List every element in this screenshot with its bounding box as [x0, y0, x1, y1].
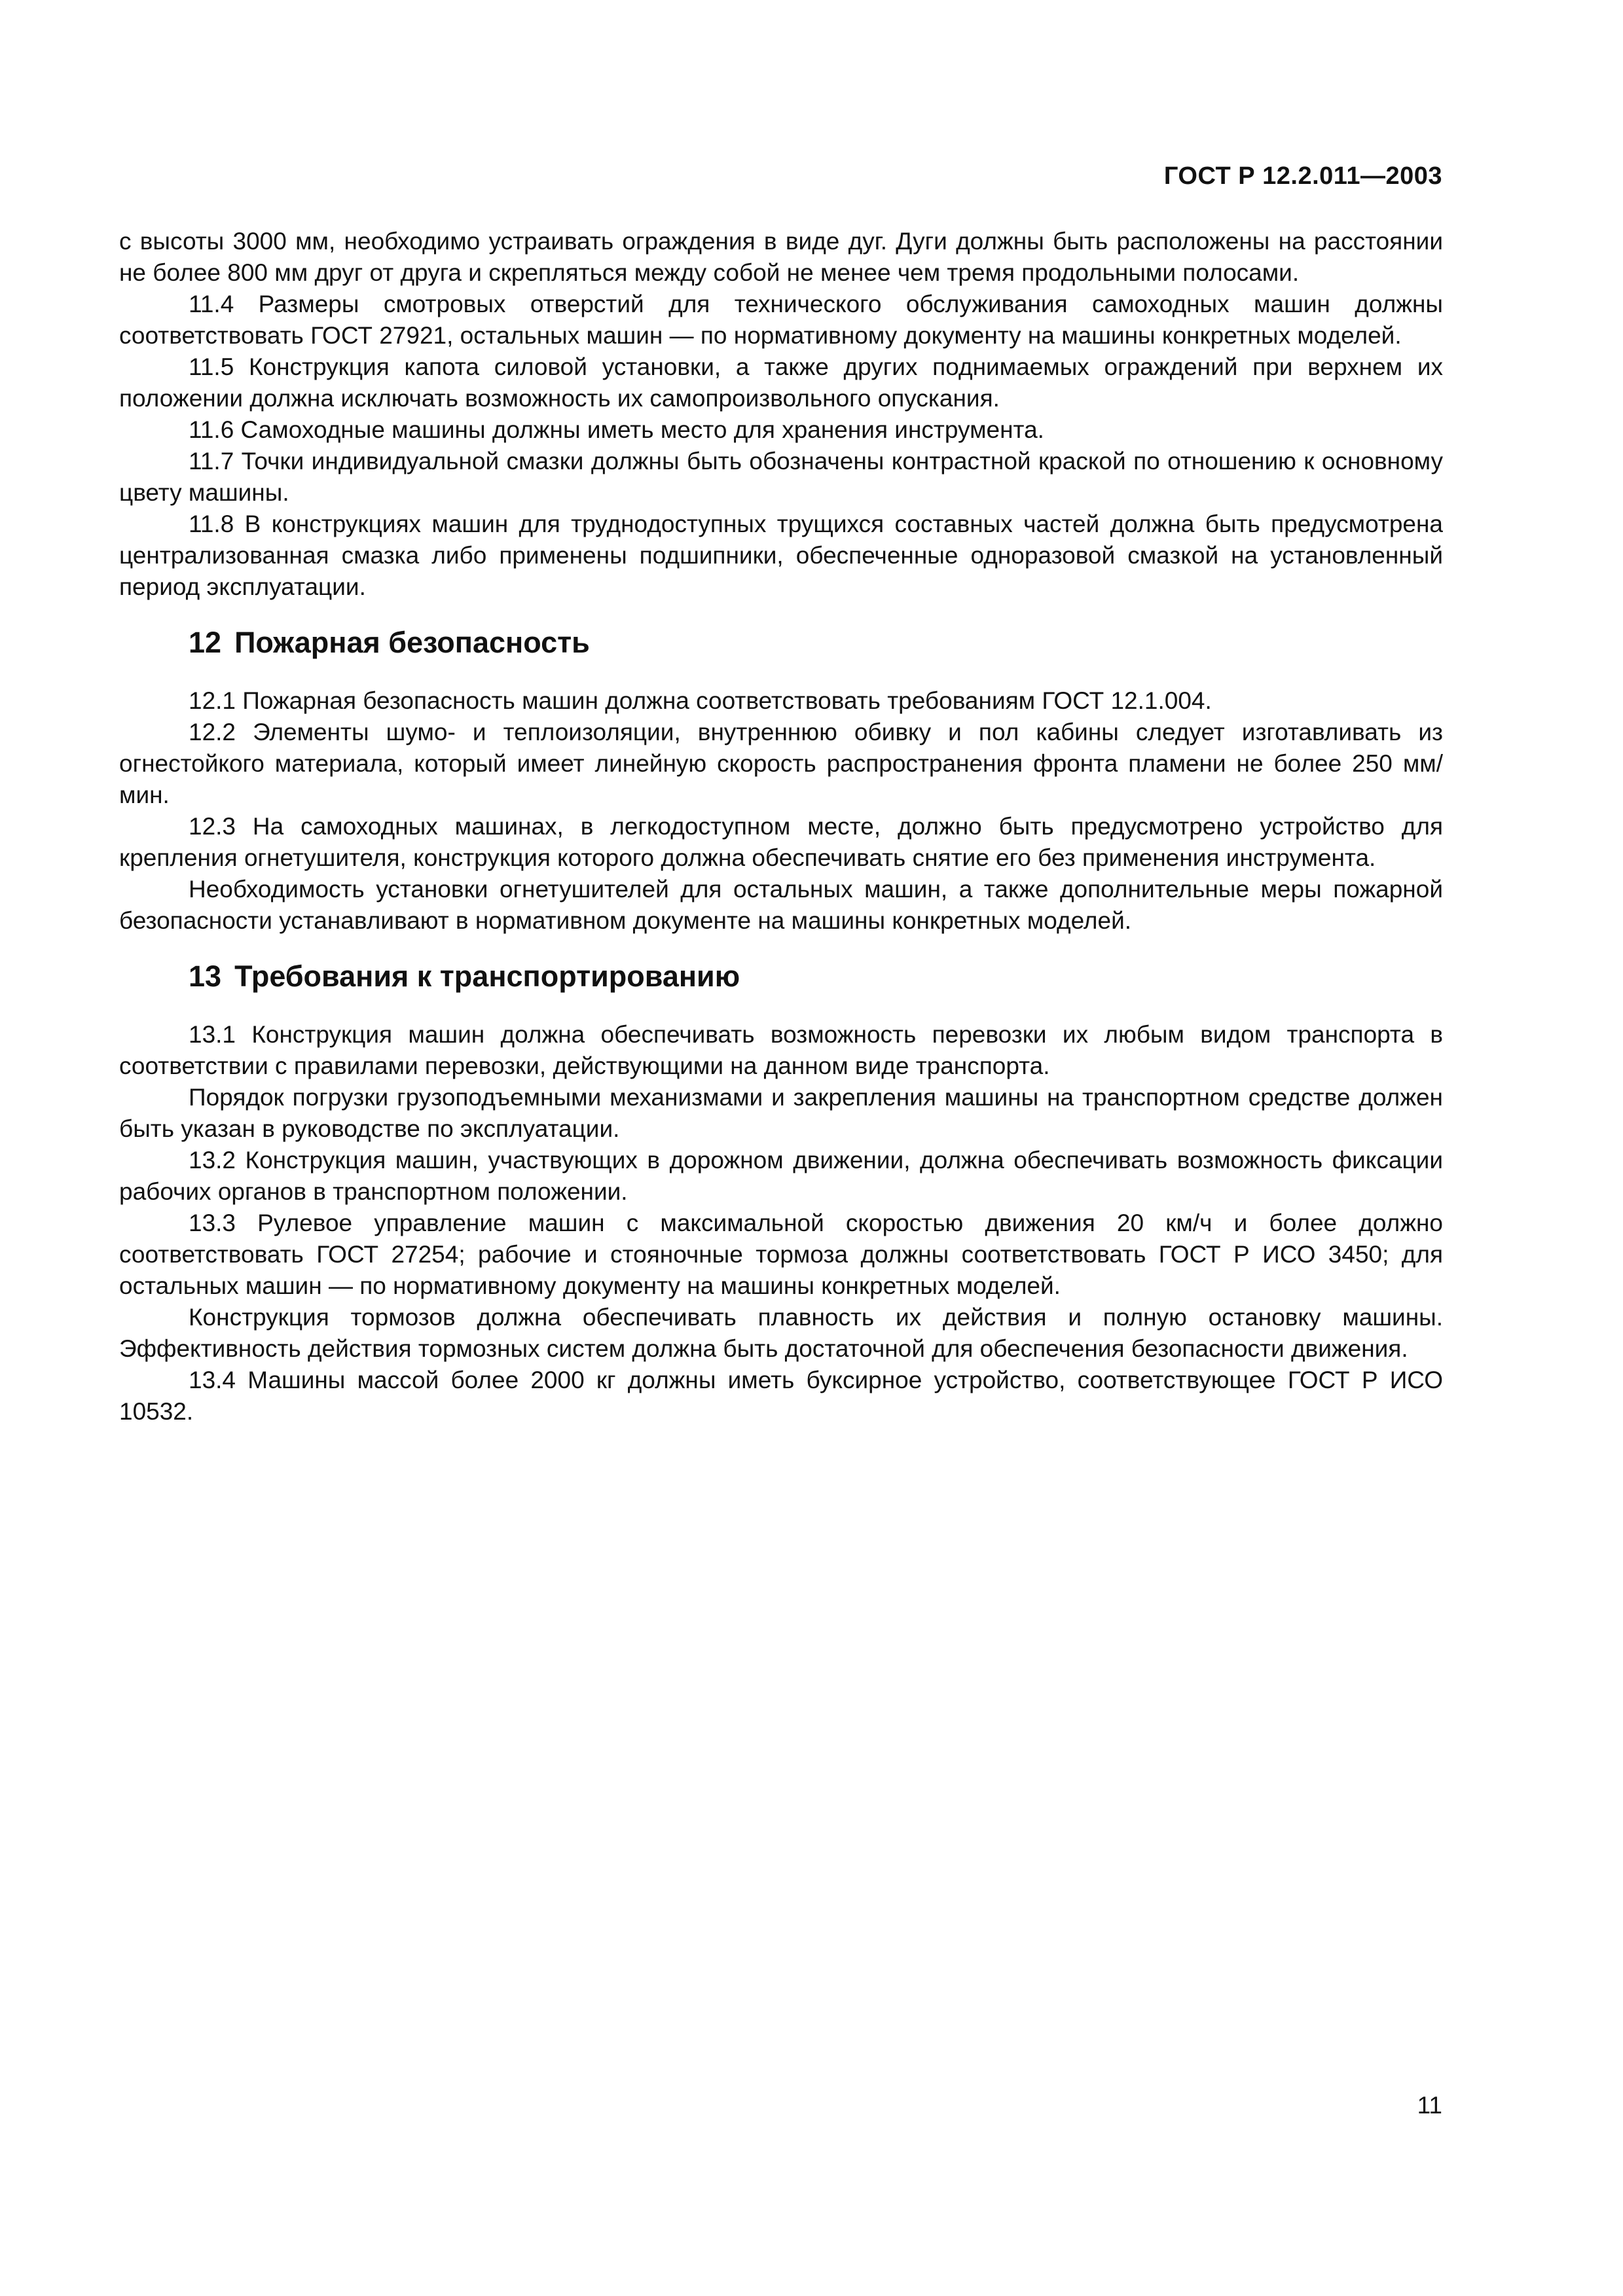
- paragraph-12-2: 12.2 Элементы шумо- и теплоизоляции, внутреннюю обивку и пол кабины следует изготавливать из огнестойкого материала, который имеет линейную скорость распространения фронта пламени не более 250 мм/мин.: [119, 719, 1443, 808]
- section-number-13: 13: [189, 960, 222, 993]
- paragraph-12-3: 12.3 На самоходных машинах, в легкодоступном месте, должно быть предусмотрено устройство для крепления огнетушителя, конструкция которого должна обеспечивать снятие его без применения инструмента.: [119, 813, 1443, 871]
- page-number: 11: [1417, 2092, 1442, 2119]
- paragraph-12-1: 12.1 Пожарная безопасность машин должна соответствовать требованиям ГОСТ 12.1.004.: [189, 687, 1212, 714]
- section-title-12: Пожарная безопасность: [234, 626, 590, 659]
- paragraph-13-2: 13.2 Конструкция машин, участвующих в дорожном движении, должна обеспечивать возможность фиксации рабочих органов в транспортном положении.: [119, 1147, 1443, 1205]
- paragraph-11-4: 11.4 Размеры смотровых отверстий для технического обслуживания самоходных машин должны соответствовать ГОСТ 27921, остальных машин — по нормативному документу на машины конкретных моделей.: [119, 291, 1443, 349]
- section-heading-12: [119, 624, 1443, 662]
- paragraph-13-1: 13.1 Конструкция машин должна обеспечивать возможность перевозки их любым видом транспорта в соответствии с правилами перевозки, действующими на данном виде транспорта.: [119, 1021, 1443, 1079]
- paragraph-11-8: 11.8 В конструкциях машин для труднодоступных трущихся составных частей должна быть предусмотрена централизованная смазка либо применены подшипники, обеспеченные одноразовой смазкой на установленный период эксплуатации.: [119, 511, 1443, 600]
- paragraph-13-1-extra: Порядок погрузки грузоподъемными механизмами и закрепления машины на транспортном средстве должен быть указан в руководстве по эксплуатации.: [119, 1084, 1443, 1142]
- section-heading-13: [119, 958, 1443, 996]
- document-body: [119, 226, 1443, 1427]
- paragraph-11-5: 11.5 Конструкция капота силовой установки, а также других поднимаемых ограждений при верхнем их положении должна исключать возможность их самопроизвольного опускания.: [119, 353, 1443, 412]
- paragraph-13-3-extra: Конструкция тормозов должна обеспечивать плавность их действия и полную остановку машины. Эффективность действия тормозных систем должна быть достаточной для обеспечения безопасности движения.: [119, 1304, 1443, 1362]
- section-title-13: Требования к транспортированию: [234, 960, 740, 993]
- paragraph-13-4: 13.4 Машины массой более 2000 кг должны иметь буксирное устройство, соответствующее ГОСТ Р ИСО 10532.: [119, 1367, 1443, 1425]
- paragraph-11-7: 11.7 Точки индивидуальной смазки должны быть обозначены контрастной краской по отношению к основному цвету машины.: [119, 448, 1443, 506]
- section-number-12: 12: [189, 626, 222, 659]
- paragraph-11-6: 11.6 Самоходные машины должны иметь место для хранения инструмента.: [189, 416, 1044, 443]
- paragraph-13-3: 13.3 Рулевое управление машин с максимальной скоростью движения 20 км/ч и более должно соответствовать ГОСТ 27254; рабочие и стояночные тормоза должны соответствовать ГОСТ Р ИСО 3450; для остальных машин — по нормативному документу на машины конкретных моделей.: [119, 1210, 1443, 1299]
- document-standard-id: ГОСТ Р 12.2.011—2003: [1163, 162, 1442, 190]
- paragraph-12-3-extra: Необходимость установки огнетушителей для остальных машин, а также дополнительные меры пожарной безопасности устанавливают в нормативном документе на машины конкретных моделей.: [119, 876, 1443, 934]
- paragraph-11-3-continued: с высоты 3000 мм, необходимо устраивать ограждения в виде дуг. Дуги должны быть расположены на расстоянии не более 800 мм друг от друга и скрепляться между собой не менее чем тремя продольными полосами.: [119, 228, 1443, 286]
